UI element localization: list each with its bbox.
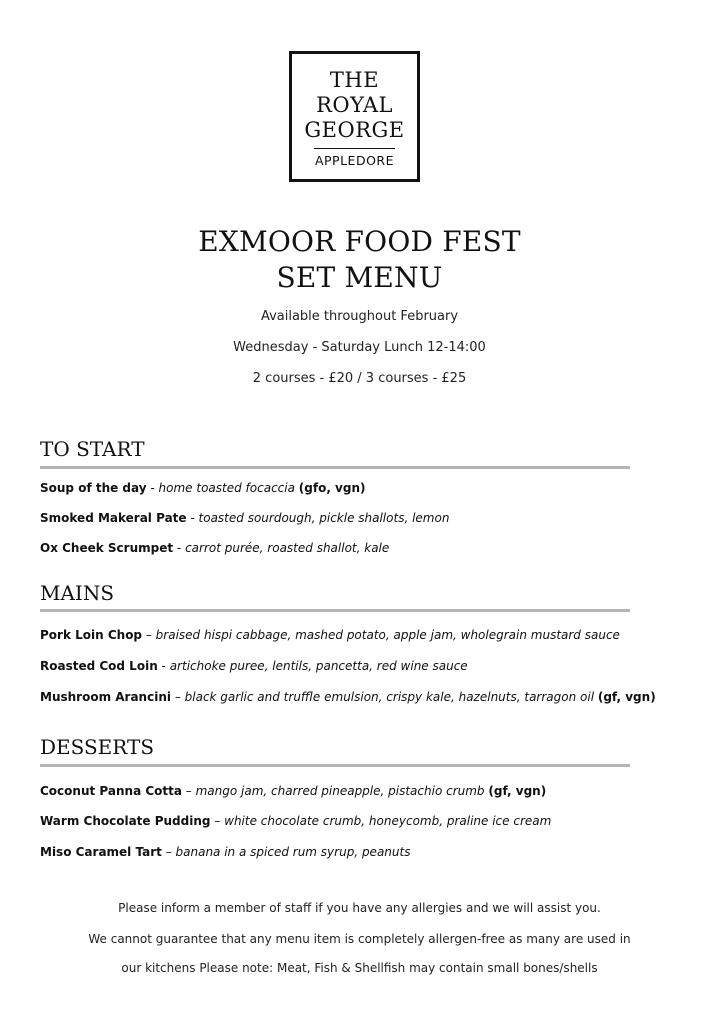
logo [289, 51, 420, 182]
menu-item [40, 845, 410, 859]
menu-item [40, 481, 366, 495]
item-name: Soup of the day [40, 481, 147, 495]
section-title-desserts: DESSERTS [40, 735, 155, 759]
item-name: Mushroom Arancini [40, 690, 171, 704]
menu-item [40, 541, 389, 555]
menu-item [40, 628, 620, 642]
dietary-tags: (gf, vgn) [597, 690, 656, 704]
item-description: toasted sourdough, pickle shallots, lemon [198, 511, 450, 525]
item-description: braised hispi cabbage, mashed potato, apple jam, wholegrain mustard sauce [155, 628, 620, 642]
menu-subtitle: SET MENU [276, 261, 443, 294]
dietary-tags: (gfo, vgn) [298, 481, 366, 495]
section-divider [40, 764, 630, 767]
item-name: Miso Caramel Tart [40, 845, 162, 859]
allergen-disclaimer: We cannot guarantee that any menu item is completely allergen-free as many are used in [88, 932, 631, 946]
item-separator: - [186, 511, 199, 525]
logo-line-appledore: APPLEDORE [314, 153, 395, 168]
item-separator: – [161, 845, 176, 859]
logo-line-the: THE [329, 68, 380, 92]
item-separator: – [210, 814, 225, 828]
item-name: Ox Cheek Scrumpet [40, 541, 174, 555]
logo-line-george: GEORGE [304, 118, 405, 142]
item-description: carrot purée, roasted shallot, kale [185, 541, 390, 555]
item-description: home toasted focaccia [158, 481, 295, 495]
allergy-notice: Please inform a member of staff if you have any allergies and we will assist you. [118, 901, 601, 915]
item-description: white chocolate crumb, honeycomb, praline ice cream [224, 814, 552, 828]
menu-item [40, 784, 546, 798]
menu-title: EXMOOR FOOD FEST [198, 225, 521, 258]
hours-text: Wednesday - Saturday Lunch 12-14:00 [233, 340, 486, 355]
bones-notice: our kitchens Please note: Meat, Fish & Shellfish may contain small bones/shells [121, 961, 598, 975]
menu-item [40, 511, 449, 525]
item-name: Smoked Makeral Pate [40, 511, 187, 525]
item-separator: - [146, 481, 159, 495]
item-separator: - [157, 659, 170, 673]
menu-item [40, 690, 656, 704]
logo-line-royal: ROYAL [316, 93, 393, 117]
section-divider [40, 609, 630, 612]
menu-item [40, 814, 551, 828]
item-description: artichoke puree, lentils, pancetta, red wine sauce [169, 659, 468, 673]
item-description: black garlic and truffle emulsion, crispy kale, hazelnuts, tarragon oil [184, 690, 595, 704]
item-separator: – [171, 690, 185, 704]
item-name: Coconut Panna Cotta [40, 784, 182, 798]
menu-item [40, 659, 468, 673]
pricing-text: 2 courses - £20 / 3 courses - £25 [252, 371, 467, 386]
item-description: mango jam, charred pineapple, pistachio crumb [195, 784, 485, 798]
item-name: Pork Loin Chop [40, 628, 143, 642]
section-divider [40, 466, 630, 469]
item-name: Roasted Cod Loin [40, 659, 158, 673]
item-name: Warm Chocolate Pudding [40, 814, 211, 828]
item-description: banana in a spiced rum syrup, peanuts [175, 845, 411, 859]
section-title-mains: MAINS [40, 581, 115, 605]
section-title-to-start: TO START [40, 437, 145, 461]
logo-divider [314, 148, 395, 149]
availability-text: Available throughout February [260, 309, 459, 324]
dietary-tags: (gf, vgn) [488, 784, 547, 798]
item-separator: – [142, 628, 156, 642]
item-separator: – [181, 784, 196, 798]
item-separator: - [173, 541, 186, 555]
